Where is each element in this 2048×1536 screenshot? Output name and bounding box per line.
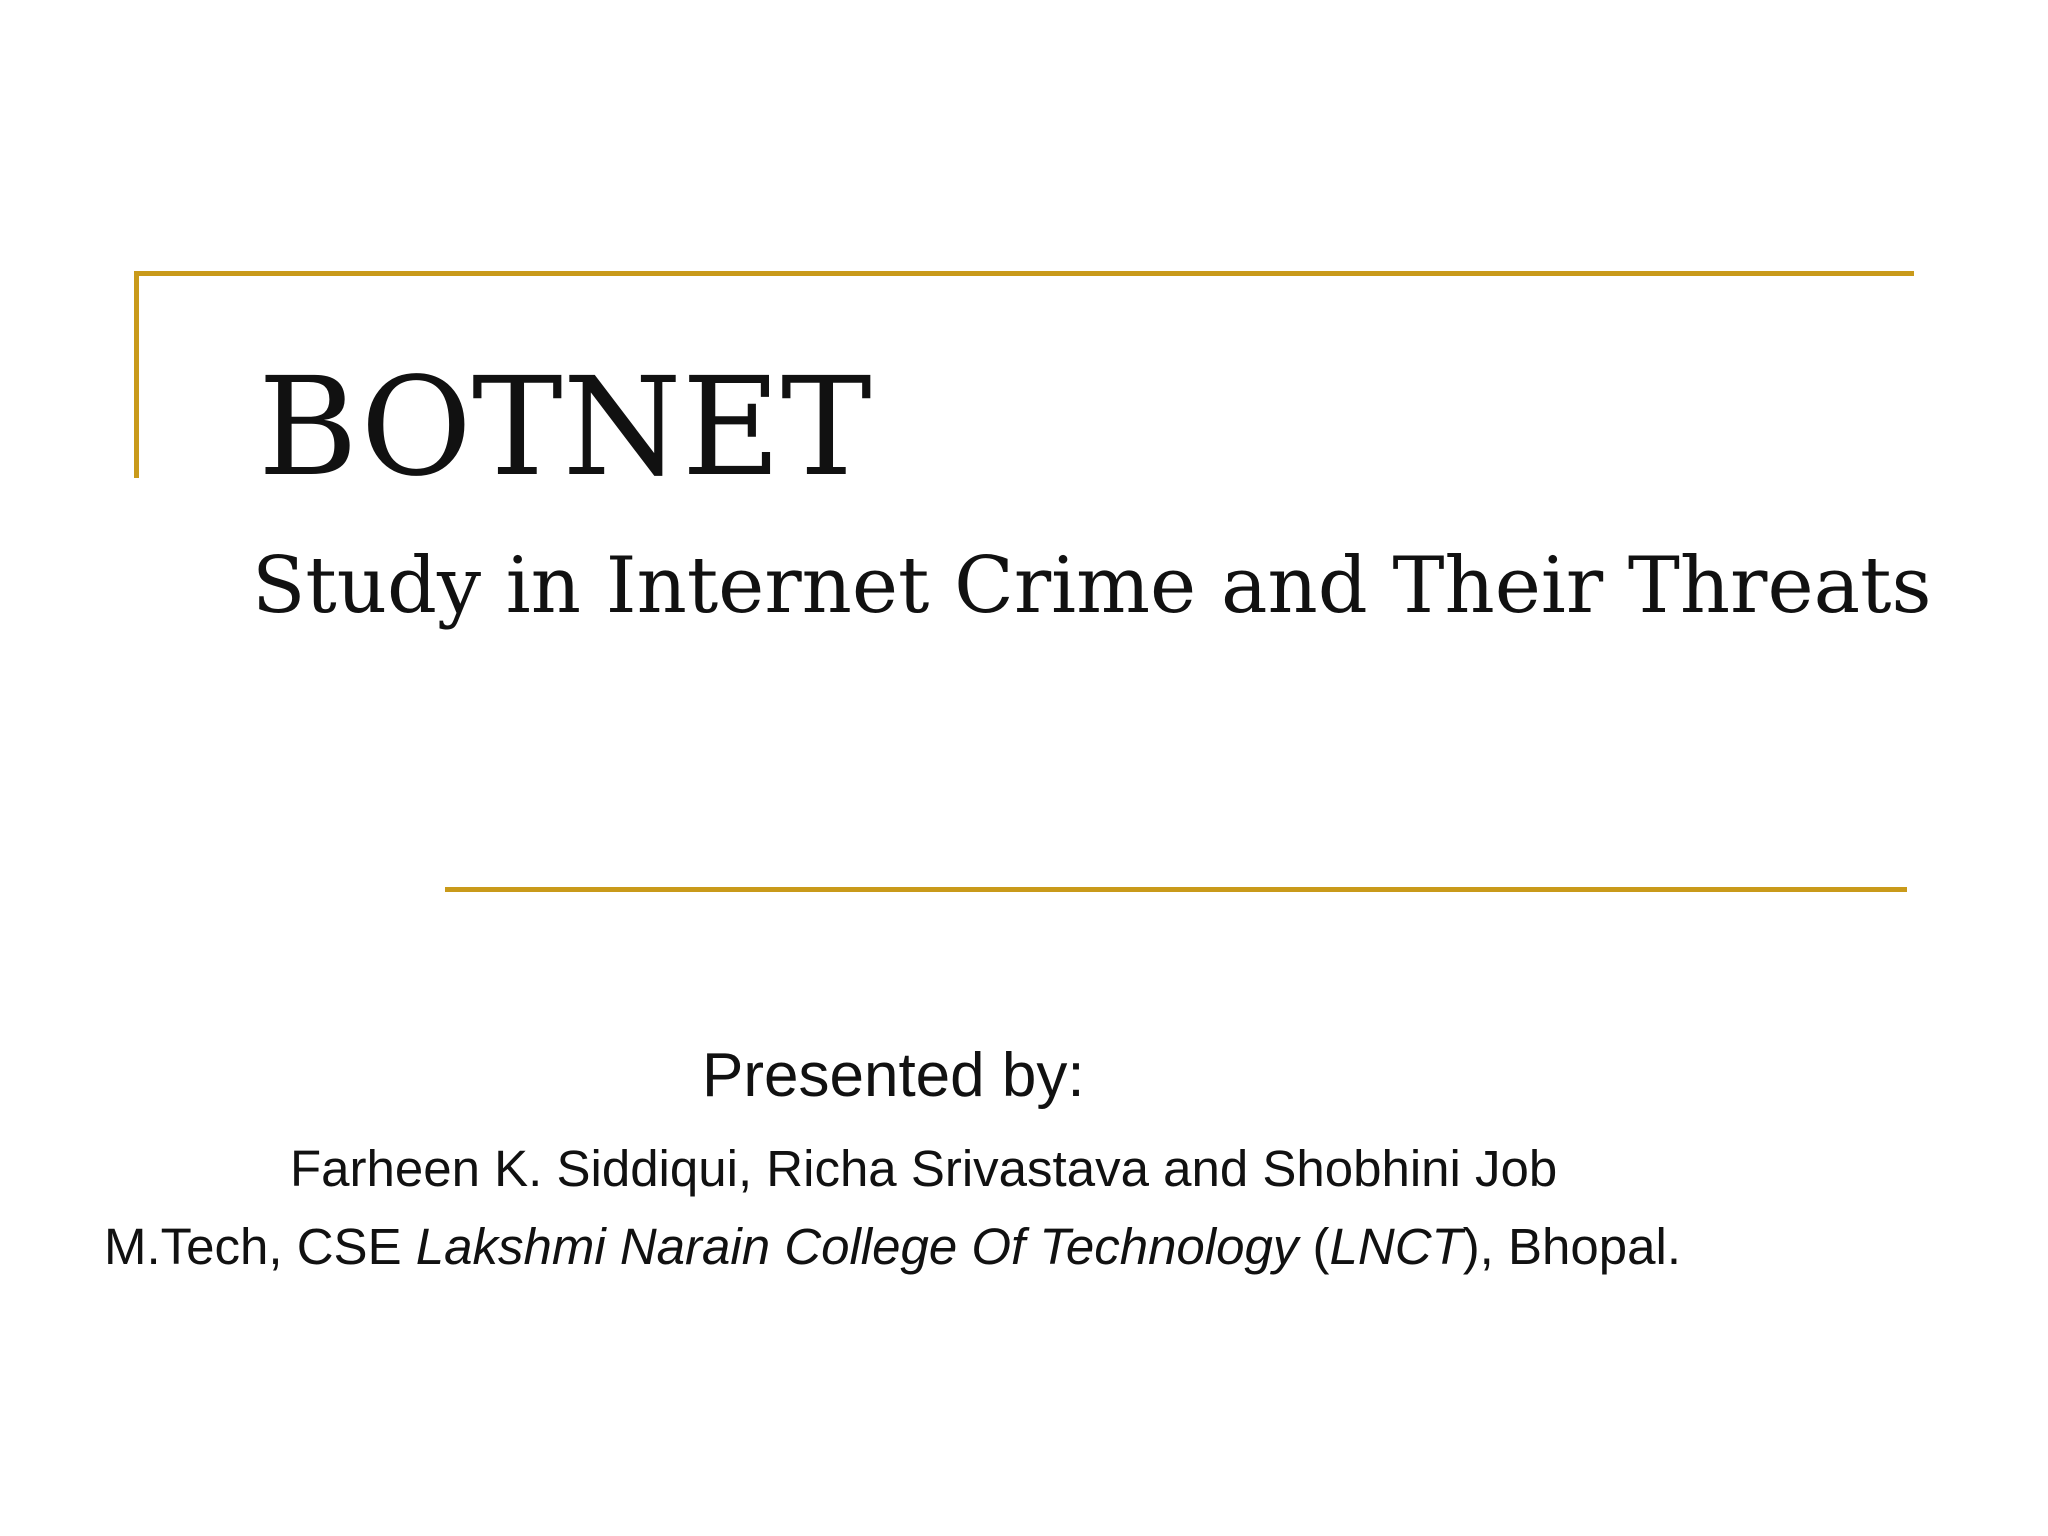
presented-by-label: Presented by:	[702, 1041, 1085, 1110]
slide-title: BOTNET	[258, 349, 872, 507]
degree-text: M.Tech, CSE	[104, 1218, 416, 1275]
bottom-accent-rule	[445, 887, 1907, 892]
paren-close-city: ), Bhopal.	[1462, 1218, 1681, 1275]
college-abbr: LNCT	[1329, 1218, 1463, 1275]
college-name: Lakshmi Narain College Of Technology	[415, 1218, 1299, 1275]
affiliation-line	[104, 1218, 1681, 1277]
left-accent-rule	[134, 271, 139, 478]
top-accent-rule	[134, 271, 1914, 276]
slide-subtitle: Study in Internet Crime and Their Threats	[252, 541, 1932, 631]
authors-line: Farheen K. Siddiqui, Richa Srivastava and Shobhini Job	[290, 1140, 1558, 1197]
paren-open: (	[1298, 1218, 1330, 1275]
